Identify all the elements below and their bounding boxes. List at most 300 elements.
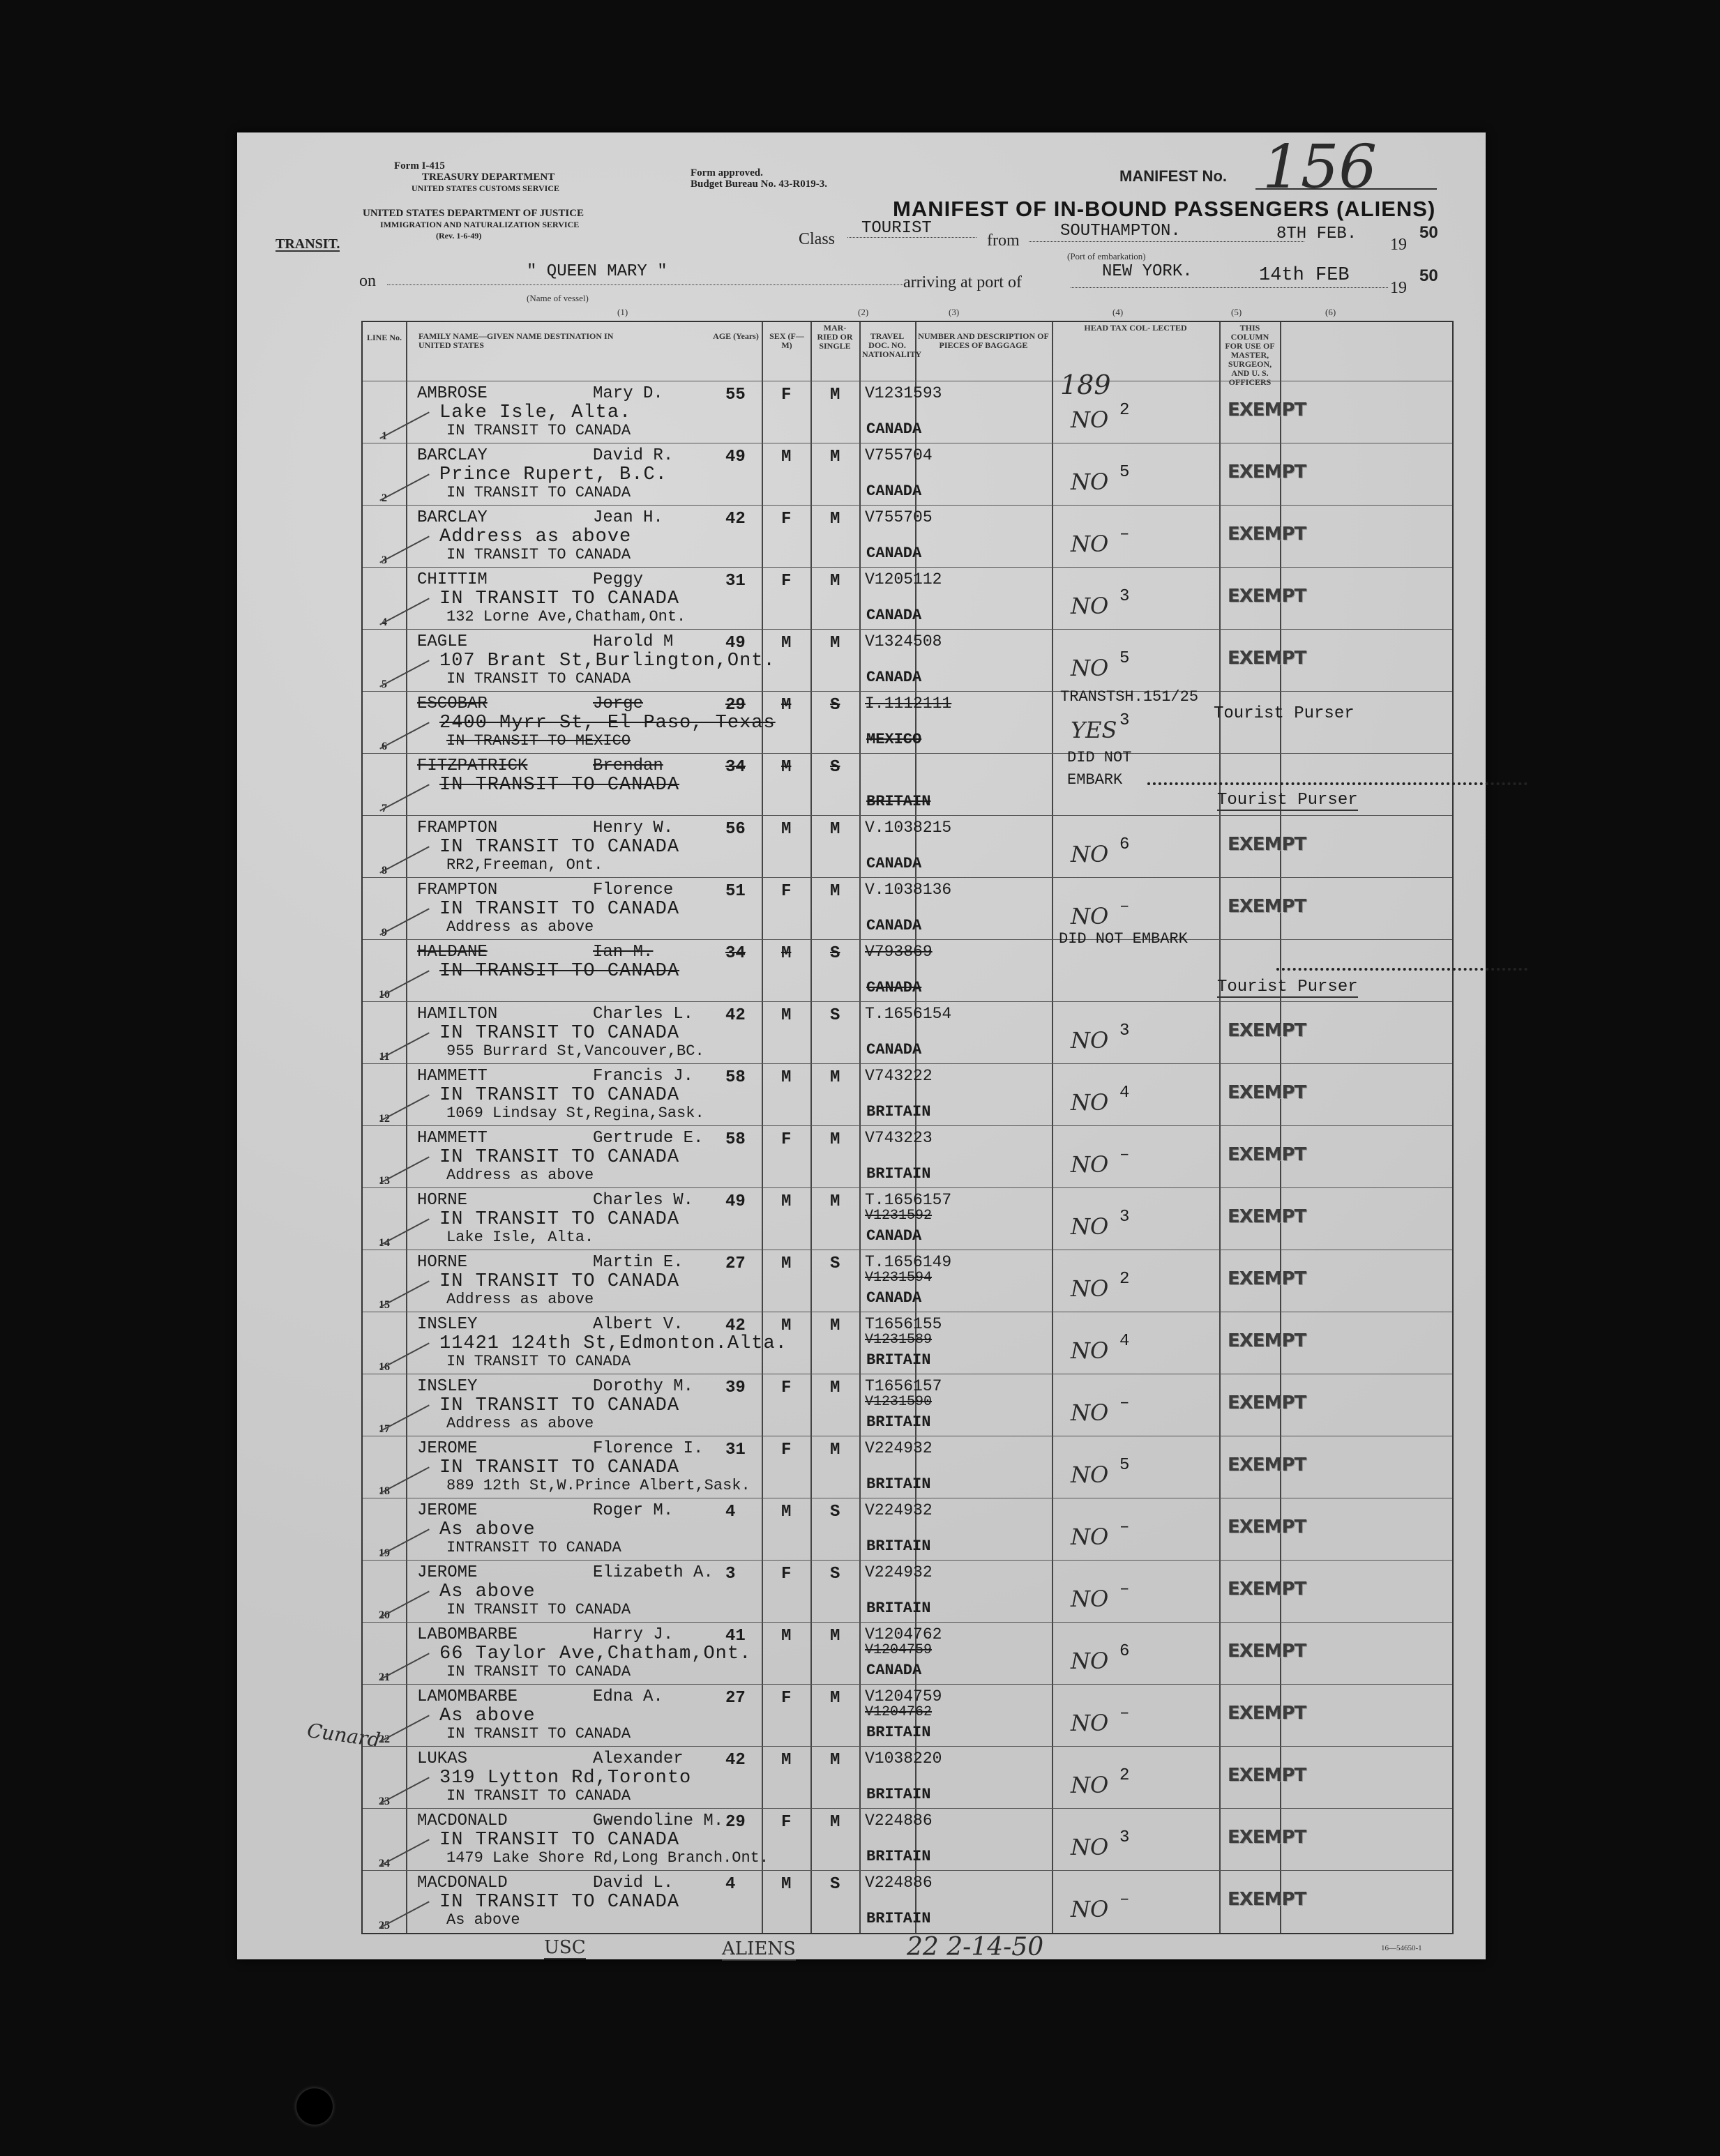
destination-line-3: IN TRANSIT TO CANADA xyxy=(446,670,631,688)
sex: F xyxy=(781,386,792,404)
nationality: BRITAIN xyxy=(866,793,931,810)
age: 58 xyxy=(725,1130,746,1149)
sex: M xyxy=(781,1627,792,1646)
family-name: FRAMPTON xyxy=(417,819,498,837)
row-number: 13 xyxy=(379,1175,390,1187)
year-prefix: 19 xyxy=(1390,236,1407,254)
row-number: 3 xyxy=(382,554,387,566)
travel-doc: T.1656157 xyxy=(865,1191,952,1209)
exempt-stamp: EXEMPT xyxy=(1228,1765,1306,1786)
given-name: Charles W. xyxy=(593,1191,694,1210)
table-row xyxy=(363,1312,1452,1374)
sex: F xyxy=(781,1441,792,1459)
family-name: CHITTIM xyxy=(417,570,488,589)
baggage-count: 5 xyxy=(1119,1456,1130,1475)
destination-line-2: IN TRANSIT TO CANADA xyxy=(439,1457,680,1478)
destination-line-2: Address as above xyxy=(439,526,632,547)
table-row xyxy=(363,1870,1452,1933)
destination-line-3: 132 Lorne Ave,Chatham,Ont. xyxy=(446,608,686,625)
marital-status: M xyxy=(830,820,840,839)
given-name: Albert V. xyxy=(593,1315,684,1334)
family-name: INSLEY xyxy=(417,1315,478,1334)
treasury-dept: TREASURY DEPARTMENT xyxy=(422,172,555,183)
table-row xyxy=(363,1622,1452,1685)
exempt-stamp: EXEMPT xyxy=(1228,1082,1306,1103)
destination-line-3: 955 Burrard St,Vancouver,BC. xyxy=(446,1042,704,1060)
travel-doc: V1038220 xyxy=(865,1749,942,1768)
vessel-caption: (Name of vessel) xyxy=(527,293,589,303)
row-number: 2 xyxy=(382,492,387,504)
doj-title: UNITED STATES DEPARTMENT OF JUSTICE xyxy=(363,208,584,219)
destination-line-2: IN TRANSIT TO CANADA xyxy=(439,1395,680,1416)
row-number: 23 xyxy=(379,1796,390,1807)
given-name: Roger M. xyxy=(593,1501,674,1520)
marital-status: S xyxy=(830,696,840,715)
form-approved: Form approved. xyxy=(691,167,763,179)
age: 42 xyxy=(725,510,746,529)
destination-line-2: IN TRANSIT TO CANADA xyxy=(439,1830,680,1851)
destination-line-2: IN TRANSIT TO CANADA xyxy=(439,589,680,609)
row-number: 10 xyxy=(379,989,390,1001)
row-number: 24 xyxy=(379,1858,390,1869)
exempt-stamp: EXEMPT xyxy=(1228,1703,1306,1724)
from-label: from xyxy=(987,231,1020,250)
given-name: Jean H. xyxy=(593,508,663,527)
sex: M xyxy=(781,634,792,653)
nationality: CANADA xyxy=(866,1041,922,1058)
family-name: JEROME xyxy=(417,1563,478,1582)
given-name: Charles L. xyxy=(593,1005,694,1024)
col-num-2: (2) xyxy=(858,307,869,317)
travel-doc: V743222 xyxy=(865,1067,933,1085)
arrival-date: 14th FEB xyxy=(1259,265,1350,286)
marital-status: M xyxy=(830,882,840,901)
sex: M xyxy=(781,448,792,466)
head-tax: NO xyxy=(1071,469,1109,495)
nationality: MEXICO xyxy=(866,731,922,748)
destination-line-2: IN TRANSIT TO CANADA xyxy=(439,775,680,796)
sex: M xyxy=(781,1875,792,1894)
marital-status: M xyxy=(830,1441,840,1459)
vessel-underline xyxy=(387,284,903,285)
table-row xyxy=(363,381,1452,443)
marital-status: M xyxy=(830,1751,840,1770)
destination-line-2: IN TRANSIT TO CANADA xyxy=(439,1209,680,1230)
destination-line-2: IN TRANSIT TO CANADA xyxy=(439,1271,680,1292)
col-num-4: (4) xyxy=(1112,307,1124,317)
transit-note: TRANSTSH.151/25 xyxy=(1060,688,1199,706)
marital-status: S xyxy=(830,1503,840,1521)
baggage-count: 2 xyxy=(1119,1270,1130,1289)
exempt-stamp: EXEMPT xyxy=(1228,1641,1306,1662)
marital-status: S xyxy=(830,1006,840,1025)
given-name: Jorge xyxy=(593,694,644,713)
marital-status: M xyxy=(830,1627,840,1646)
travel-doc: T.1656149 xyxy=(865,1253,952,1271)
col-header-line: LINE No. xyxy=(366,333,402,342)
destination-line-3: IN TRANSIT TO CANADA xyxy=(446,1601,631,1618)
baggage-count: 2 xyxy=(1119,1766,1130,1785)
table-row xyxy=(363,1808,1452,1871)
year: 50 xyxy=(1419,223,1438,242)
family-name: LAMOMBARBE xyxy=(417,1687,518,1706)
ins-title: IMMIGRATION AND NATURALIZATION SERVICE xyxy=(380,220,580,229)
col-header-officers: THIS COLUMN FOR USE OF MASTER, SURGEON, AND U. S. OFFICERS xyxy=(1225,323,1275,387)
destination-line-2: IN TRANSIT TO CANADA xyxy=(439,1147,680,1168)
baggage-count: – xyxy=(1119,1890,1130,1909)
age: 29 xyxy=(725,696,746,715)
destination-line-3: INTRANSIT TO CANADA xyxy=(446,1539,621,1556)
head-tax: NO xyxy=(1071,1275,1109,1302)
travel-doc-old: V1231594 xyxy=(865,1270,933,1286)
did-not-embark-1b: EMBARK xyxy=(1067,771,1123,789)
tourist-purser-1: Tourist Purser xyxy=(1214,704,1355,723)
row-number: 6 xyxy=(382,741,387,752)
col-num-6: (6) xyxy=(1325,307,1336,317)
destination-line-3: Address as above xyxy=(446,918,594,936)
family-name: INSLEY xyxy=(417,1377,478,1396)
exempt-stamp: EXEMPT xyxy=(1228,1268,1306,1289)
marital-status: M xyxy=(830,572,840,591)
travel-doc: V224932 xyxy=(865,1439,933,1457)
travel-doc: V755705 xyxy=(865,508,933,526)
head-tax: NO xyxy=(1071,1462,1109,1488)
family-name: JEROME xyxy=(417,1501,478,1520)
table-row xyxy=(363,1498,1452,1561)
sex: M xyxy=(781,696,792,715)
baggage-count: 3 xyxy=(1119,711,1130,730)
baggage-count: – xyxy=(1119,1518,1130,1537)
arrival-port: NEW YORK. xyxy=(1102,262,1193,281)
exempt-stamp: EXEMPT xyxy=(1228,648,1306,669)
nationality: CANADA xyxy=(866,1289,922,1307)
col-header-travel: TRAVEL DOC. NO. NATIONALITY xyxy=(862,331,922,359)
nationality: CANADA xyxy=(866,420,922,438)
head-tax: NO xyxy=(1071,1710,1109,1736)
class-label: Class xyxy=(799,230,836,248)
destination-line-2: IN TRANSIT TO CANADA xyxy=(439,961,680,982)
exempt-stamp: EXEMPT xyxy=(1228,586,1306,607)
age: 27 xyxy=(725,1689,746,1708)
given-name: Gwendoline M. xyxy=(593,1812,724,1830)
nationality: BRITAIN xyxy=(866,1165,931,1183)
customs-service: UNITED STATES CUSTOMS SERVICE xyxy=(412,183,559,193)
destination-line-3: Address as above xyxy=(446,1415,594,1432)
family-name: HAMMETT xyxy=(417,1067,488,1086)
baggage-count: 2 xyxy=(1119,401,1130,420)
manifest-no-label: MANIFEST No. xyxy=(1119,167,1227,185)
departure-date: 8TH FEB. xyxy=(1276,225,1357,243)
row-number: 15 xyxy=(379,1299,390,1311)
baggage-count: 5 xyxy=(1119,463,1130,482)
family-name: LUKAS xyxy=(417,1749,468,1768)
exempt-stamp: EXEMPT xyxy=(1228,1144,1306,1165)
marital-status: S xyxy=(830,944,840,963)
given-name: Gertrude E. xyxy=(593,1129,704,1148)
destination-line-3: RR2,Freeman, Ont. xyxy=(446,856,603,874)
sex: F xyxy=(781,1130,792,1149)
given-name: Florence I. xyxy=(593,1439,704,1458)
baggage-count: – xyxy=(1119,897,1130,916)
destination-line-3: IN TRANSIT TO CANADA xyxy=(446,546,631,563)
age: 34 xyxy=(725,758,746,777)
sex: F xyxy=(781,1813,792,1832)
nationality: CANADA xyxy=(866,1227,922,1245)
family-name: ESCOBAR xyxy=(417,694,488,713)
age: 49 xyxy=(725,634,746,653)
destination-line-3: Lake Isle, Alta. xyxy=(446,1229,594,1246)
row-number: 18 xyxy=(379,1485,390,1497)
destination-line-3: IN TRANSIT TO CANADA xyxy=(446,484,631,501)
exempt-stamp: EXEMPT xyxy=(1228,400,1306,420)
nationality: BRITAIN xyxy=(866,1848,931,1865)
travel-doc: V755704 xyxy=(865,446,933,464)
did-not-embark-1a: DID NOT xyxy=(1067,749,1132,766)
travel-doc-old: V1204759 xyxy=(865,1642,933,1658)
destination-line-2: Prince Rupert, B.C. xyxy=(439,464,667,485)
destination-line-2: IN TRANSIT TO CANADA xyxy=(439,1892,680,1913)
given-name: Florence xyxy=(593,881,674,899)
travel-doc: V224932 xyxy=(865,1563,933,1581)
head-tax: NO xyxy=(1071,407,1109,433)
nationality: CANADA xyxy=(866,855,922,872)
age: 42 xyxy=(725,1006,746,1025)
sex: F xyxy=(781,510,792,529)
handwritten-189: 189 xyxy=(1060,370,1111,400)
exempt-stamp: EXEMPT xyxy=(1228,462,1306,483)
head-tax: NO xyxy=(1071,1524,1109,1550)
nationality: CANADA xyxy=(866,979,922,996)
head-tax: NO xyxy=(1071,1151,1109,1178)
given-name: Harry J. xyxy=(593,1625,674,1644)
baggage-count: – xyxy=(1119,1394,1130,1413)
exempt-stamp: EXEMPT xyxy=(1228,1020,1306,1041)
head-tax: NO xyxy=(1071,903,1109,929)
baggage-count: 4 xyxy=(1119,1084,1130,1102)
footer-code: 16—54650-1 xyxy=(1381,1944,1422,1952)
head-tax: NO xyxy=(1071,1834,1109,1860)
travel-doc: T.1656154 xyxy=(865,1005,952,1023)
marital-status: S xyxy=(830,758,840,777)
col-header-baggage: NUMBER AND DESCRIPTION OF PIECES OF BAGGAGE xyxy=(918,331,1049,350)
marital-status: S xyxy=(830,1875,840,1894)
family-name: BARCLAY xyxy=(417,446,488,465)
nationality: CANADA xyxy=(866,607,922,624)
destination-line-3: 889 12th St,W.Prince Albert,Sask. xyxy=(446,1477,750,1494)
travel-doc-old: V1231589 xyxy=(865,1332,933,1348)
from-underline xyxy=(1029,241,1304,242)
family-name: HALDANE xyxy=(417,943,488,962)
row-number: 25 xyxy=(379,1920,390,1931)
dotted-line-1 xyxy=(1147,782,1527,785)
age: 51 xyxy=(725,882,746,901)
travel-doc: V1324508 xyxy=(865,632,942,651)
arrival-underline xyxy=(1071,287,1388,288)
marital-status: M xyxy=(830,510,840,529)
row-number: 14 xyxy=(379,1237,390,1249)
destination-line-2: IN TRANSIT TO CANADA xyxy=(439,1023,680,1044)
nationality: CANADA xyxy=(866,483,922,500)
travel-doc: V1205112 xyxy=(865,570,942,589)
destination-line-2: IN TRANSIT TO CANADA xyxy=(439,837,680,858)
destination-line-2: As above xyxy=(439,1519,536,1540)
given-name: David L. xyxy=(593,1874,674,1892)
destination-line-2: As above xyxy=(439,1706,536,1726)
destination-line-2: IN TRANSIT TO CANADA xyxy=(439,899,680,920)
manifest-title: MANIFEST OF IN-BOUND PASSENGERS (ALIENS) xyxy=(893,197,1436,221)
row-number: 21 xyxy=(379,1671,390,1683)
family-name: HAMILTON xyxy=(417,1005,498,1024)
table-row xyxy=(363,1001,1452,1064)
destination-line-3: 1069 Lindsay St,Regina,Sask. xyxy=(446,1104,704,1122)
marital-status: M xyxy=(830,1689,840,1708)
revision: (Rev. 1-6-49) xyxy=(436,231,482,241)
did-not-embark-2: DID NOT EMBARK xyxy=(1059,930,1188,948)
budget-bureau: Budget Bureau No. 43-R019-3. xyxy=(691,179,827,190)
nationality: BRITAIN xyxy=(866,1103,931,1121)
nationality: BRITAIN xyxy=(866,1724,931,1741)
arriving-label: arriving at port of xyxy=(903,273,1022,291)
nationality: CANADA xyxy=(866,1662,922,1679)
travel-doc: V224886 xyxy=(865,1812,933,1830)
travel-doc: V224886 xyxy=(865,1874,933,1892)
table-row xyxy=(363,505,1452,568)
nationality: BRITAIN xyxy=(866,1538,931,1555)
col-num-5: (5) xyxy=(1231,307,1242,317)
age: 49 xyxy=(725,1192,746,1211)
destination-line-2: As above xyxy=(439,1581,536,1602)
destination-line-3: IN TRANSIT TO CANADA xyxy=(446,422,631,439)
row-number: 17 xyxy=(379,1423,390,1435)
col-header-headtax: HEAD TAX COL- LECTED xyxy=(1084,323,1187,333)
table-row xyxy=(363,877,1452,940)
given-name: David R. xyxy=(593,446,674,465)
age: 42 xyxy=(725,1316,746,1335)
binder-hole xyxy=(296,2088,333,2125)
vessel-name: " QUEEN MARY " xyxy=(527,262,667,281)
exempt-stamp: EXEMPT xyxy=(1228,834,1306,855)
destination-line-2: 11421 124th St,Edmonton.Alta. xyxy=(439,1333,787,1354)
col-header-age: AGE (Years) xyxy=(713,331,759,341)
given-name: Ian M. xyxy=(593,943,654,962)
head-tax: NO xyxy=(1071,1027,1109,1054)
head-tax: NO xyxy=(1071,1586,1109,1612)
table-row xyxy=(363,1560,1452,1623)
destination-line-3: As above xyxy=(446,1911,520,1929)
exempt-stamp: EXEMPT xyxy=(1228,1392,1306,1413)
exempt-stamp: EXEMPT xyxy=(1228,1330,1306,1351)
marital-status: M xyxy=(830,1130,840,1149)
nationality: BRITAIN xyxy=(866,1351,931,1369)
travel-doc: V1204759 xyxy=(865,1687,942,1706)
travel-doc: V224932 xyxy=(865,1501,933,1519)
age: 55 xyxy=(725,386,746,404)
baggage-count: – xyxy=(1119,1146,1130,1164)
row-number: 4 xyxy=(382,616,387,628)
sex: M xyxy=(781,1503,792,1521)
sex: M xyxy=(781,820,792,839)
head-tax: NO xyxy=(1071,531,1109,557)
marital-status: M xyxy=(830,1068,840,1087)
given-name: Francis J. xyxy=(593,1067,694,1086)
manifest-number: 156 xyxy=(1262,132,1378,202)
row-number: 20 xyxy=(379,1609,390,1621)
col-header-name: FAMILY NAME—GIVEN NAME DESTINATION IN UNITED STATES xyxy=(418,331,614,350)
marital-status: M xyxy=(830,1813,840,1832)
destination-line-3: IN TRANSIT TO CANADA xyxy=(446,1353,631,1370)
head-tax: NO xyxy=(1071,1399,1109,1426)
table-row xyxy=(363,1684,1452,1747)
sex: M xyxy=(781,1192,792,1211)
given-name: Mary D. xyxy=(593,384,663,403)
age: 31 xyxy=(725,572,746,591)
sex: M xyxy=(781,1751,792,1770)
sex: M xyxy=(781,1068,792,1087)
table-row xyxy=(363,567,1452,630)
tourist-purser-2: Tourist Purser xyxy=(1217,791,1358,810)
travel-doc: T1656155 xyxy=(865,1315,942,1333)
row-number: 19 xyxy=(379,1547,390,1559)
sex: M xyxy=(781,1316,792,1335)
baggage-count: – xyxy=(1119,1704,1130,1723)
given-name: Edna A. xyxy=(593,1687,663,1706)
baggage-count: 6 xyxy=(1119,1642,1130,1661)
family-name: JEROME xyxy=(417,1439,478,1458)
travel-doc: V.1038215 xyxy=(865,819,952,837)
baggage-count: – xyxy=(1119,525,1130,544)
destination-line-3: 1479 Lake Shore Rd,Long Branch.Ont. xyxy=(446,1849,769,1867)
age: 39 xyxy=(725,1379,746,1397)
head-tax: NO xyxy=(1071,1772,1109,1798)
exempt-stamp: EXEMPT xyxy=(1228,524,1306,545)
table-row xyxy=(363,1250,1452,1312)
class-underline xyxy=(847,237,976,238)
head-tax: NO xyxy=(1071,1089,1109,1116)
travel-doc: V743223 xyxy=(865,1129,933,1147)
travel-doc: V1204762 xyxy=(865,1625,942,1643)
family-name: AMBROSE xyxy=(417,384,488,403)
baggage-count: 3 xyxy=(1119,1208,1130,1227)
family-name: LABOMBARBE xyxy=(417,1625,518,1644)
nationality: CANADA xyxy=(866,545,922,562)
given-name: Alexander xyxy=(593,1749,684,1768)
head-tax: NO xyxy=(1071,593,1109,619)
exempt-stamp: EXEMPT xyxy=(1228,1206,1306,1227)
sex: F xyxy=(781,572,792,591)
head-tax: YES xyxy=(1071,717,1117,743)
given-name: Martin E. xyxy=(593,1253,684,1272)
year-prefix-2: 19 xyxy=(1390,279,1407,297)
sex: F xyxy=(781,882,792,901)
travel-doc-old: V1204762 xyxy=(865,1704,933,1720)
head-tax: NO xyxy=(1071,1337,1109,1364)
given-name: Elizabeth A. xyxy=(593,1563,714,1582)
age: 42 xyxy=(725,1751,746,1770)
marital-status: S xyxy=(830,1254,840,1273)
sex: M xyxy=(781,758,792,777)
destination-line-2: 107 Brant St,Burlington,Ont. xyxy=(439,651,776,671)
exempt-stamp: EXEMPT xyxy=(1228,1579,1306,1600)
destination-line-3: IN TRANSIT TO CANADA xyxy=(446,1725,631,1743)
table-row xyxy=(363,1374,1452,1436)
baggage-count: 6 xyxy=(1119,835,1130,854)
destination-line-3: IN TRANSIT TO CANADA xyxy=(446,1663,631,1680)
table-row xyxy=(363,1436,1452,1498)
family-name: MACDONALD xyxy=(417,1812,508,1830)
given-name: Harold M xyxy=(593,632,674,651)
nationality: BRITAIN xyxy=(866,1786,931,1803)
baggage-count: 3 xyxy=(1119,587,1130,606)
